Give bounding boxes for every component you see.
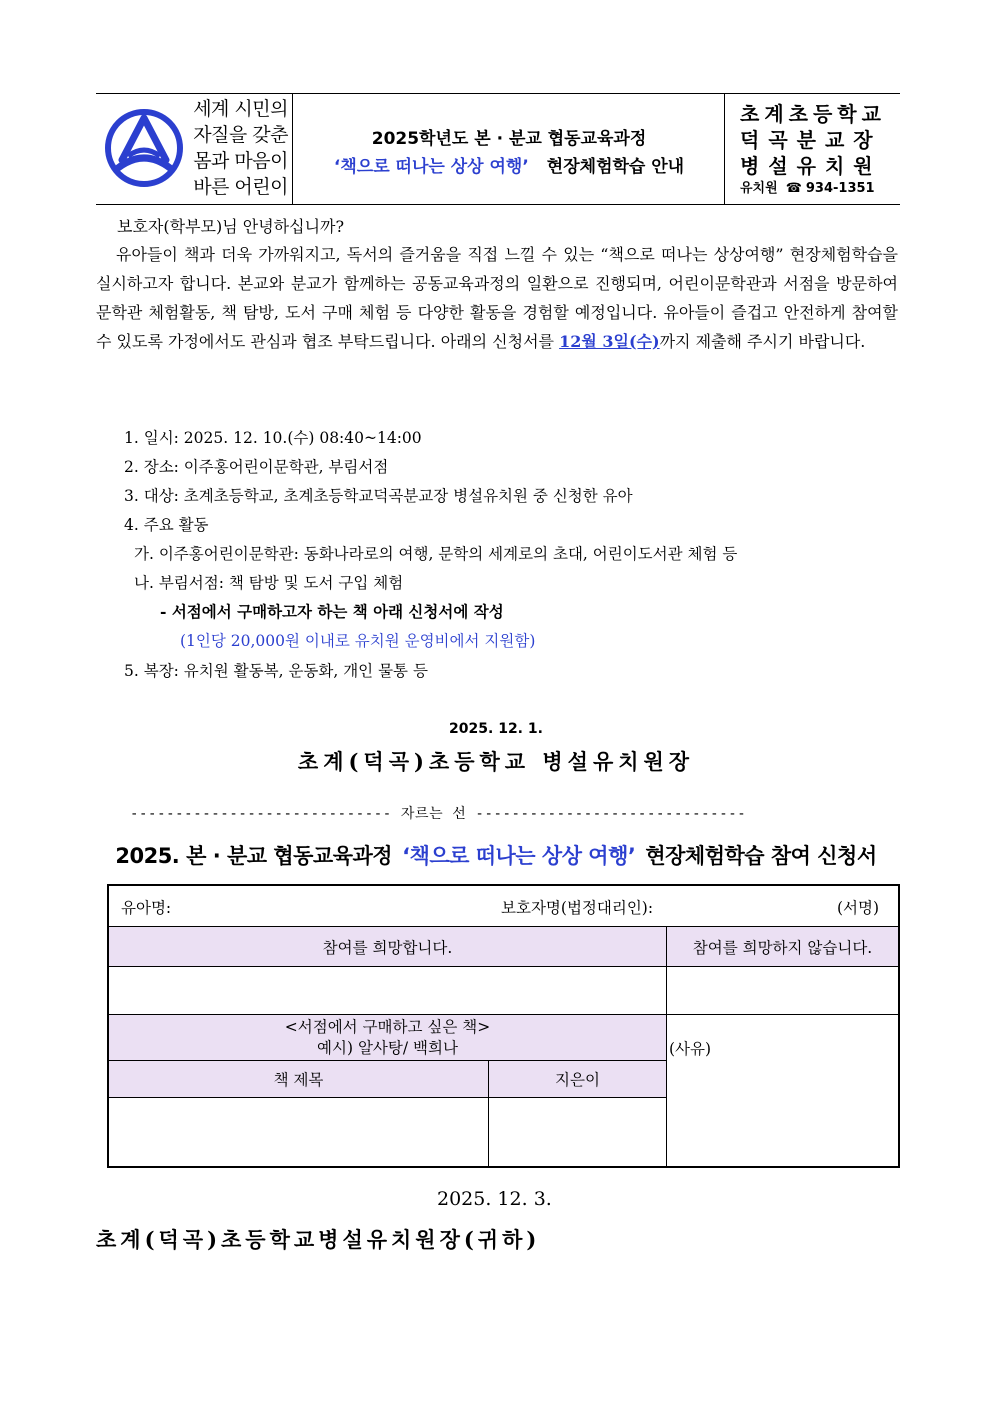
form-title: 2025. 본 · 분교 협동교육과정 ‘책으로 떠나는 상상 여행’ 현장체험학습 참여 신청서 <box>115 844 877 868</box>
signature-label: (서명) <box>837 899 880 917</box>
item-attire: 5. 복장: 유치원 활동복, 운동화, 개인 물통 등 <box>124 662 428 680</box>
participate-yes-cell[interactable] <box>109 966 666 1014</box>
guardian-name-label: 보호자명(법정대리인): <box>501 899 654 917</box>
child-name-label: 유아명: <box>121 899 172 917</box>
item-date: 1. 일시: 2025. 12. 10.(수) 08:40~14:00 <box>124 429 422 447</box>
author-input[interactable] <box>488 1097 666 1166</box>
item-activities: 4. 주요 활동 <box>124 516 209 534</box>
book-request-header: <서점에서 구매하고 싶은 책> 예시) 알사탕/ 백희나 <box>109 1014 666 1060</box>
document-title: 2025학년도 본 · 분교 협동교육과정 ‘책으로 떠나는 상상 여행’ 현장체험학습 안내 <box>333 129 685 177</box>
item-target: 3. 대상: 초계초등학교, 초계초등학교덕곡분교장 병설유치원 중 신청한 유아 <box>124 487 633 505</box>
participate-yes-header: 참여를 희망합니다. <box>109 926 666 966</box>
school-emblem-icon <box>104 108 184 188</box>
header-box <box>96 93 900 205</box>
phone-number: 유치원 ☎ 934-1351 <box>740 181 875 196</box>
reason-cell[interactable] <box>666 1014 898 1166</box>
school-motto: 세계 시민의 자질을 갖춘 몸과 마음이 바른 어린이 <box>193 98 288 198</box>
item-place: 2. 장소: 이주홍어린이문학관, 부림서점 <box>124 458 389 476</box>
submission-recipient: 초계(덕곡)초등학교병설유치원장(귀하) <box>96 1227 541 1252</box>
activity-b-note: - 서점에서 구매하고자 하는 책 아래 신청서에 작성 <box>160 602 504 621</box>
school-name-box: 초계초등학교 덕곡분교장 병설유치원 유치원 ☎ 934-1351 <box>740 102 886 196</box>
name-row <box>109 886 898 926</box>
intro-paragraph: 유아들이 책과 더욱 가까워지고, 독서의 즐거움을 직접 느낄 수 있는 “책으로 떠나는 상상여행” 현장체험학습을 실시하고자 합니다. 본교와 분교가 함께하는 공동교육과정의 일환으로 진행되며, 어린이문학관과 서점을 방문하여 문학관 체험활동, 책 탐방, 도서 구매 체험 등 다양한 활동을 경험할 예정입니다. 유아들이 즐겁고 안전하게 참여할 수 있도록 가정에서도 관심과 협조 부탁드립니다. 아래의 신청서를 12월 3일(수)까지 제출해 주시기 바랍니다. <box>96 245 898 351</box>
reason-label: (사유) <box>669 1040 712 1058</box>
support-note: (1인당 20,000원 이내로 유치원 운영비에서 지원함) <box>180 632 536 650</box>
author-header: 지은이 <box>488 1060 666 1097</box>
participate-no-cell[interactable] <box>666 966 898 1014</box>
notice-signature: 초계(덕곡)초등학교 병설유치원장 <box>297 749 695 774</box>
participate-no-header: 참여를 희망하지 않습니다. <box>666 926 898 966</box>
notice-date: 2025. 12. 1. <box>449 721 543 737</box>
submission-date: 2025. 12. 3. <box>437 1188 552 1210</box>
deadline: 12월 3일(수) <box>559 332 660 351</box>
activity-a: 가. 이주홍어린이문학관: 동화나라로의 여행, 문학의 세계로의 초대, 어린이도서관 체험 등 <box>134 545 738 563</box>
cut-line: ----------------------------- 자르는 선 ------------------------------ <box>130 806 747 822</box>
activity-b: 나. 부림서점: 책 탐방 및 도서 구입 체험 <box>134 574 404 592</box>
greeting: 보호자(학부모)님 안녕하십니까? <box>117 217 345 236</box>
phone-icon: ☎ <box>785 181 802 196</box>
application-form <box>107 884 900 1168</box>
book-title-input[interactable] <box>109 1097 488 1166</box>
book-title-header: 책 제목 <box>109 1060 488 1097</box>
